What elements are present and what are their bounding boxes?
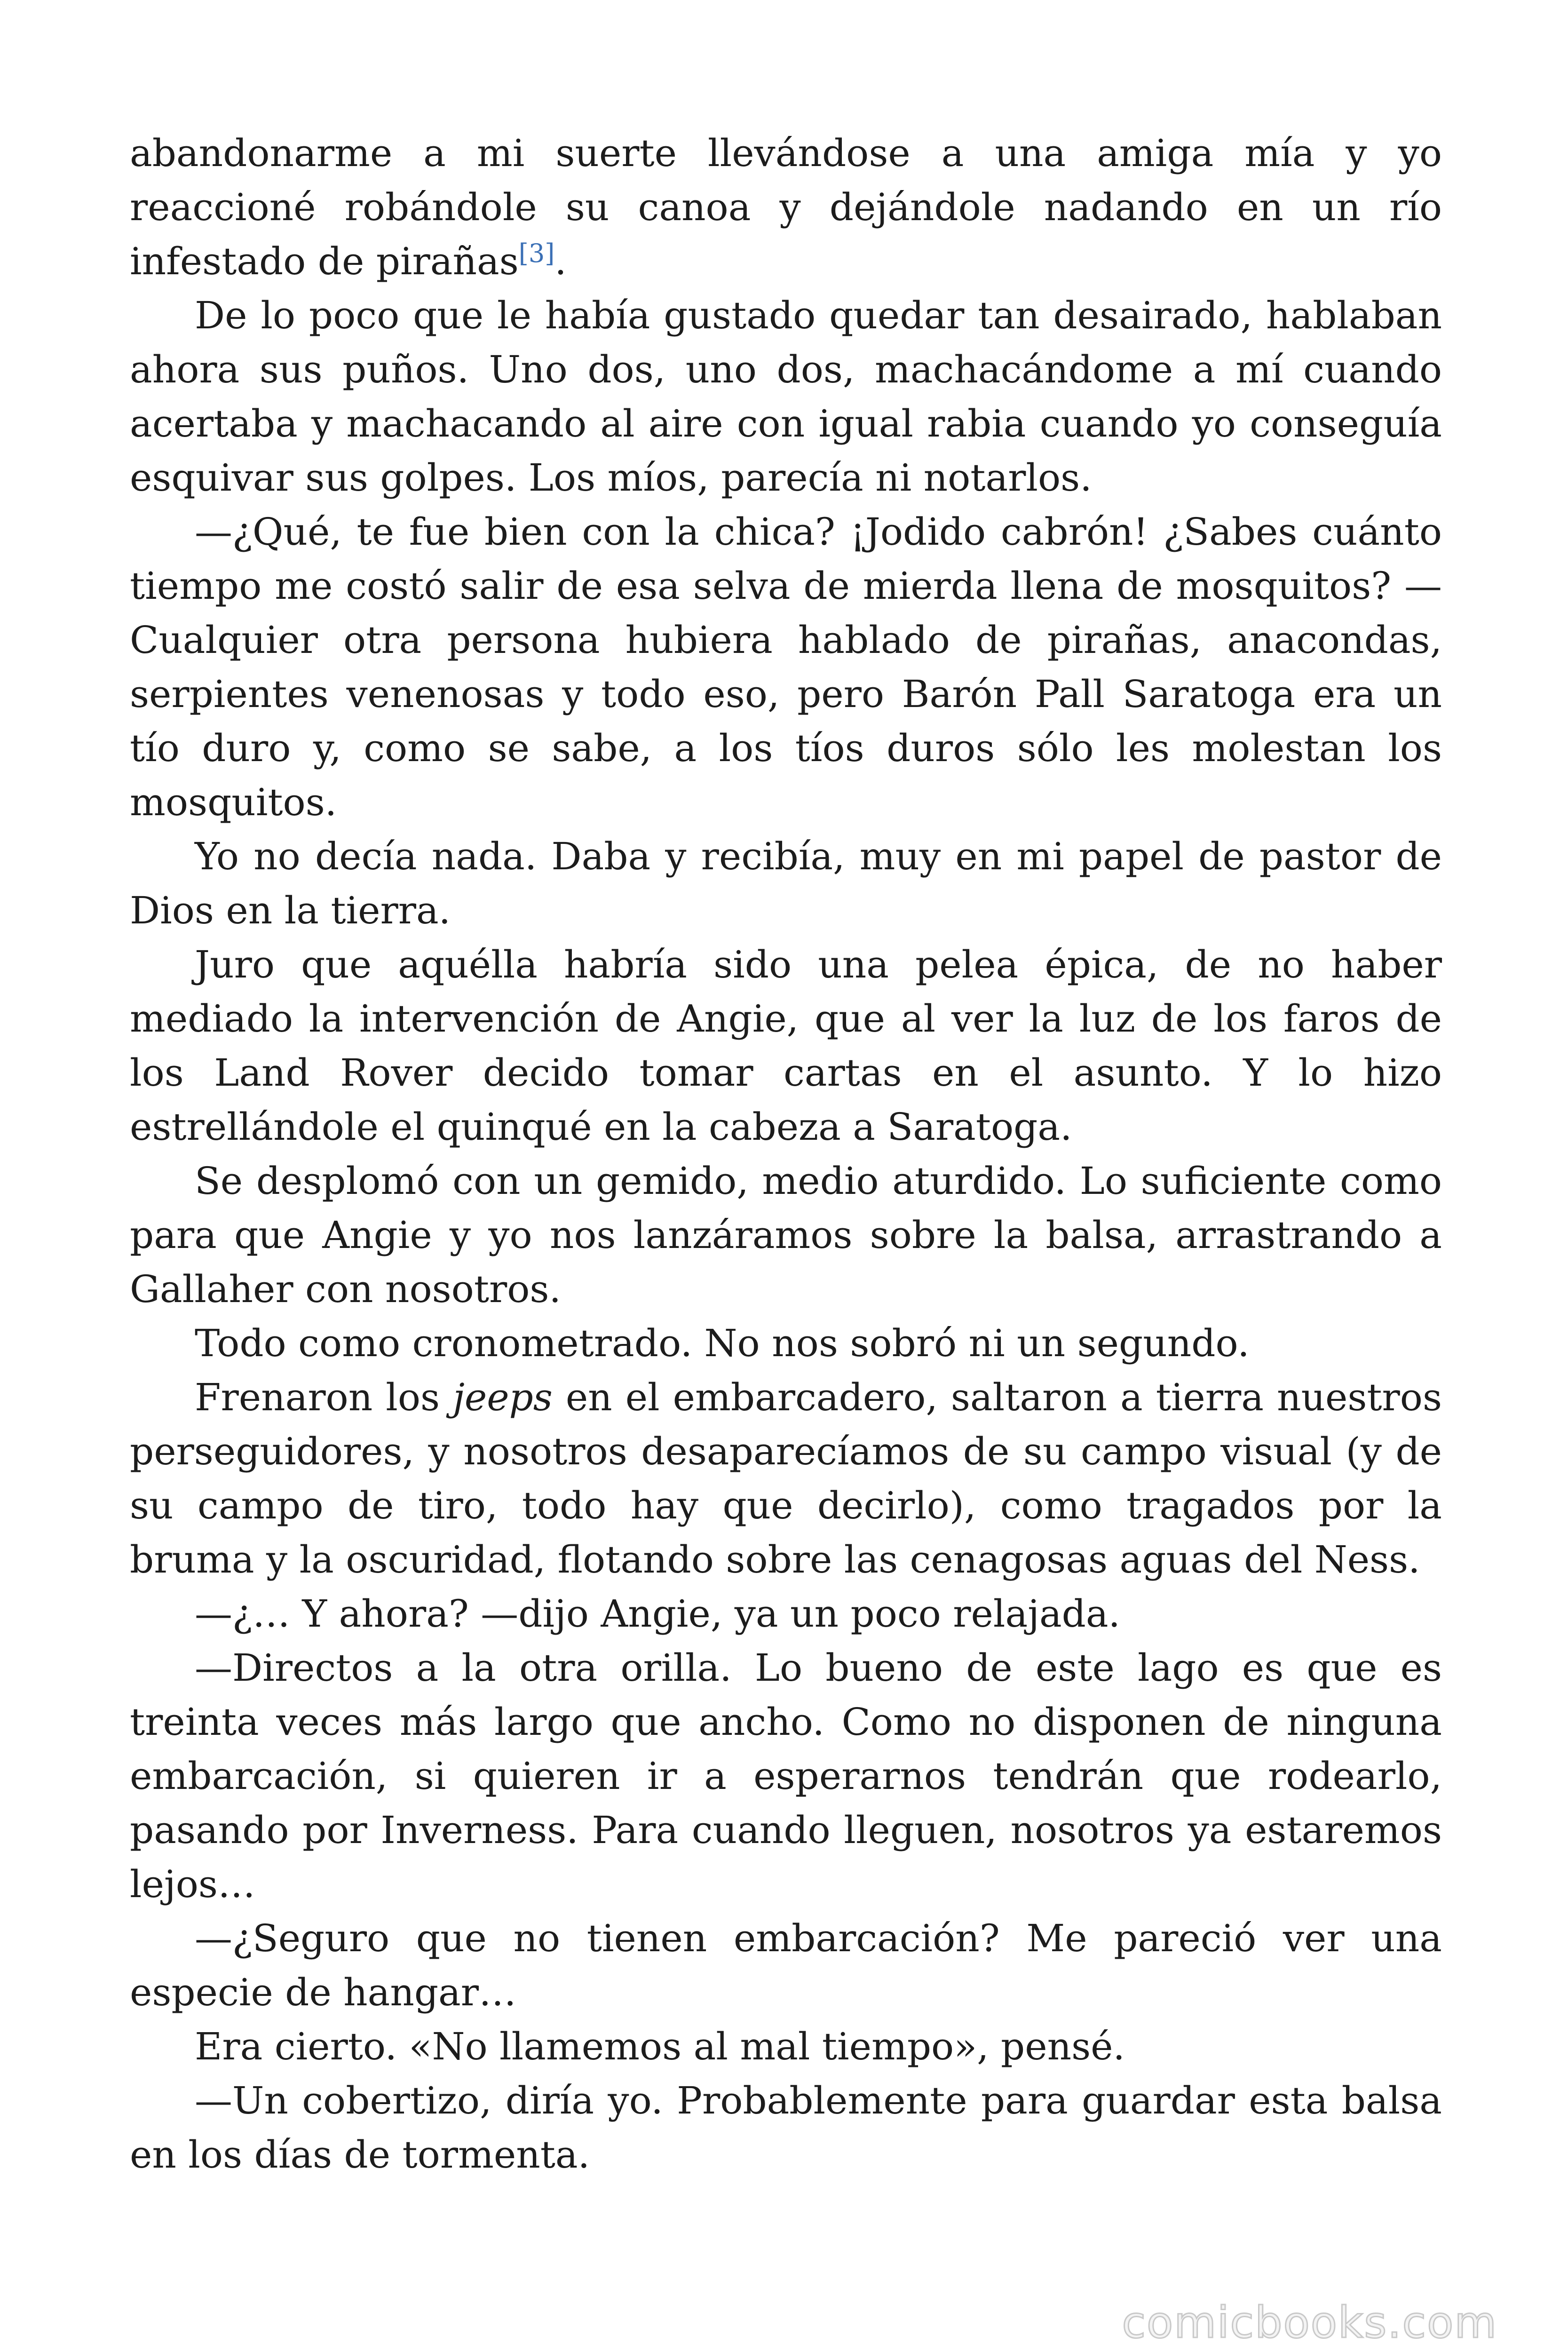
watermark: comicbooks.com [1122,2297,1497,2348]
paragraph-11: —¿Seguro que no tienen embarcación? Me pareció ver una especie de hangar… [130,1916,1442,2014]
paragraph-1-end: . [554,239,567,283]
paragraph-6: Se desplomó con un gemido, medio aturdido. Lo suficiente como para que Angie y yo nos lanzáramos sobre la balsa, arrastrando a Gallaher con nosotros. [130,1159,1442,1311]
paragraph-7: Todo como cronometrado. No nos sobró ni un segundo. [195,1321,1250,1365]
paragraph-10: —Directos a la otra orilla. Lo bueno de este lago es que es treinta veces más largo que ancho. Como no disponen de ninguna embarcación, si quieren ir a esperarnos tendrán que rodearlo, pasando por Inverness. Para cuando lleguen, nosotros ya estaremos lejos… [130,1646,1442,1906]
paragraph-8-start: Frenaron los [195,1375,453,1419]
paragraph-8-italic-word: jeeps [453,1375,553,1419]
paragraph-8-end: en el embarcadero, saltaron a tierra nuestros perseguidores, y nosotros desaparecíamos de su campo visual (y de su campo de tiro, todo hay que decirlo), como tragados por la bruma y la oscuridad, flotando sobre las cenagosas aguas del Ness. [130,1375,1442,1581]
paragraph-3: —¿Qué, te fue bien con la chica? ¡Jodido cabrón! ¿Sabes cuánto tiempo me costó salir de esa selva de mierda llena de mosquitos? —Cualquier otra persona hubiera hablado de pirañas, anacondas, serpientes venenosas y todo eso, pero Barón Pall Saratoga era un tío duro y, como se sabe, a los tíos duros sólo les molestan los mosquitos. [130,510,1442,824]
paragraph-2: De lo poco que le había gustado quedar tan desairado, hablaban ahora sus puños. Uno dos, uno dos, machacándome a mí cuando acertaba y machacando al aire con igual rabia cuando yo conseguía esquivar sus golpes. Los míos, parecía ni notarlos. [130,294,1442,500]
footnote-link-3[interactable]: [3] [518,238,555,268]
paragraph-9: —¿… Y ahora? —dijo Angie, ya un poco relajada. [195,1592,1120,1636]
paragraph-5: Juro que aquélla habría sido una pelea épica, de no haber mediado la intervención de Angie, que al ver la luz de los faros de los Land Rover decido tomar cartas en el asunto. Y lo hizo estrellándole el quinqué en la cabeza a Saratoga. [130,943,1442,1149]
paragraph-1 [130,126,1442,288]
paragraph-12: Era cierto. «No llamemos al mal tiempo», pensé. [195,2025,1125,2068]
paragraph-8 [130,1370,1442,1587]
paragraph-4: Yo no decía nada. Daba y recibía, muy en mi papel de pastor de Dios en la tierra. [130,834,1442,932]
paragraph-13: —Un cobertizo, diría yo. Probablemente para guardar esta balsa en los días de tormenta. [130,2079,1442,2177]
page-body [130,126,1442,2182]
paragraph-1-text: abandonarme a mi suerte llevándose a una amiga mía y yo reaccioné robándole su canoa y dejándole nadando en un río infestado de pirañas [130,131,1442,283]
